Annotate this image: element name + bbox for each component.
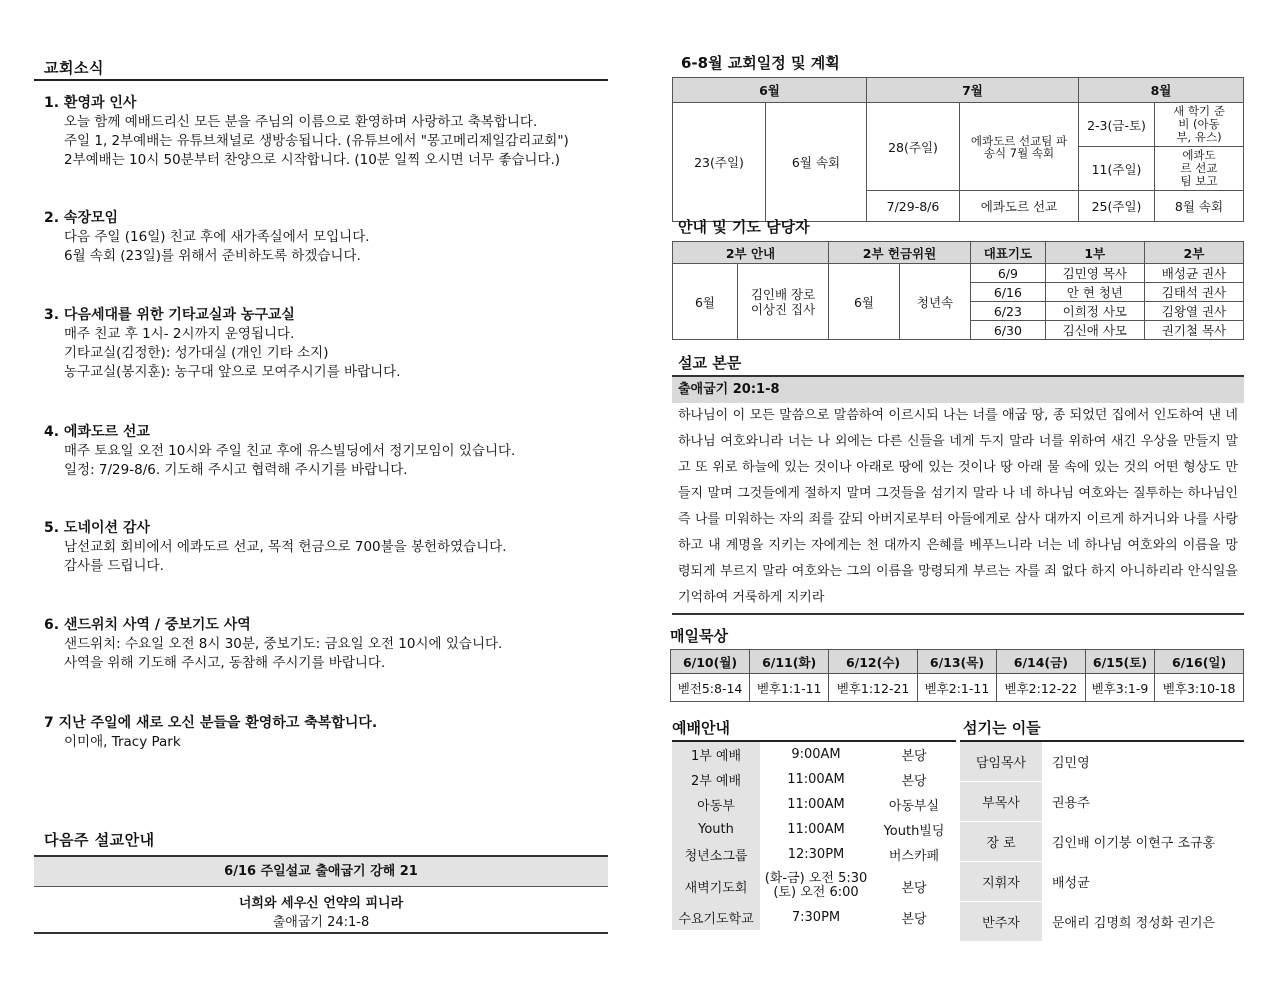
worship-time — [760, 823, 872, 837]
month-july: 7월 — [867, 78, 1079, 103]
duty-header-guide: 2부 안내 — [673, 242, 829, 264]
worship-name: 1부 예배 — [672, 742, 760, 767]
servants-title: 섬기는 이들 — [963, 719, 1041, 737]
news-section-line: 남선교회 회비에서 에콰도르 선교, 목적 헌금으로 700불을 봉헌하였습니다. — [64, 539, 507, 555]
worship-time-line: 9:00AM — [791, 746, 841, 762]
july-date-2: 7/29-8/6 — [867, 191, 960, 222]
servant-role: 지휘자 — [960, 862, 1042, 901]
news-section-title: 6. 샌드위치 사역 / 중보기도 사역 — [44, 617, 251, 633]
daily-date: 6/11(화) — [750, 650, 829, 674]
worship-place: 본당 — [901, 749, 927, 764]
news-section-line: 이미애, Tracy Park — [64, 734, 181, 750]
servant-names: 배성균 — [1052, 876, 1090, 891]
worship-name: 청년소그룹 — [672, 842, 760, 867]
news-section-line: 2부예배는 10시 50분부터 찬양으로 시작합니다. (10분 일찍 오시면 너무 좋습니다.) — [64, 152, 561, 168]
worship-time — [760, 798, 872, 812]
servant-row — [960, 782, 1244, 822]
daily-date: 6/10(월) — [671, 650, 750, 674]
daily-ref: 벧후2:1-11 — [917, 674, 996, 702]
worship-name: 수요기도학교 — [672, 905, 760, 930]
news-section-title: 3. 다음세대를 위한 기타교실과 농구교실 — [44, 307, 295, 323]
daily-title: 매일묵상 — [670, 627, 728, 645]
duty-first: 이희정 사모 — [1045, 302, 1144, 321]
aug-date-1: 2-3(금-토) — [1079, 103, 1155, 147]
worship-row — [672, 867, 956, 905]
aug-event-1: 새 학기 준비 (아동부, 유스) — [1155, 103, 1244, 147]
worship-place: 본당 — [901, 912, 927, 927]
aug-event-3: 8월 속회 — [1155, 191, 1244, 222]
duty-guides: 김인배 장로 이상진 집사 — [738, 264, 829, 340]
worship-time-line: (화-금) 오전 5:30 — [764, 871, 868, 886]
news-section-line: 기타교실(김정한): 성가대실 (개인 기타 소지) — [64, 345, 329, 361]
worship-name: Youth — [672, 817, 760, 842]
duty-date: 6/23 — [971, 302, 1046, 321]
duty-month: 6월 — [673, 264, 738, 340]
june-event: 6월 속회 — [766, 103, 867, 222]
news-section-line: 농구교실(봉지훈): 농구대 앞으로 모여주시기를 바랍니다. — [64, 364, 401, 380]
worship-place: 본당 — [901, 774, 927, 789]
news-section-2 — [44, 207, 370, 266]
servant-role: 장 로 — [960, 822, 1042, 861]
worship-time-line: 11:00AM — [787, 796, 845, 812]
news-section-3 — [44, 304, 400, 382]
duty-header-second: 2부 — [1144, 242, 1243, 264]
news-section-line: 일정: 7/29-8/6. 기도해 주시고 협력해 주시기를 바랍니다. — [64, 462, 408, 478]
worship-row — [672, 905, 956, 930]
servant-row — [960, 822, 1244, 862]
daily-ref: 벧후2:12-22 — [997, 674, 1086, 702]
next-sermon-header: 6/16 주일설교 출애굽기 강해 21 — [34, 857, 608, 887]
servant-names: 권용주 — [1052, 796, 1090, 811]
month-june: 6월 — [673, 78, 867, 103]
sermon-text-title: 설교 본문 — [678, 354, 742, 372]
duty-first: 김민영 목사 — [1045, 264, 1144, 283]
duty-second: 김왕열 권사 — [1144, 302, 1243, 321]
worship-name: 2부 예배 — [672, 767, 760, 792]
worship-row — [672, 817, 956, 842]
daily-date: 6/14(금) — [997, 650, 1086, 674]
duty-date: 6/30 — [971, 321, 1046, 340]
sermon-text-box — [672, 375, 1244, 615]
daily-ref: 벧전5:8-14 — [671, 674, 750, 702]
july-date-1: 28(주일) — [867, 103, 960, 191]
news-section-line: 오늘 함께 예배드리신 모든 분을 주님의 이름으로 환영하며 사랑하고 축복합니다. — [64, 114, 538, 130]
aug-date-3: 25(주일) — [1079, 191, 1155, 222]
worship-place: 버스카페 — [888, 849, 940, 864]
daily-ref: 벧후3:10-18 — [1155, 674, 1244, 702]
worship-time — [760, 748, 872, 762]
servant-names: 문애리 김명희 정성화 권기은 — [1052, 916, 1216, 931]
servants-list — [960, 742, 1244, 942]
news-section-line: 6월 속회 (23일)를 위해서 준비하도록 하겠습니다. — [64, 248, 361, 264]
news-section-line: 매주 친교 후 1시- 2시까지 운영됩니다. — [64, 326, 295, 342]
duty-date: 6/9 — [971, 264, 1046, 283]
july-event-1: 에콰도르 선교팀 파송식 7월 속회 — [960, 103, 1079, 191]
aug-date-2: 11(주일) — [1079, 147, 1155, 191]
worship-place: Youth빌딩 — [883, 824, 945, 839]
servant-row — [960, 902, 1244, 942]
daily-date: 6/16(일) — [1155, 650, 1244, 674]
duty-offering-group: 청년속 — [900, 264, 971, 340]
duty-second: 김태석 권사 — [1144, 283, 1243, 302]
next-sermon-passage: 출애굽기 24:1-8 — [272, 915, 370, 930]
news-section-title: 1. 환영과 인사 — [44, 95, 137, 111]
worship-time — [760, 911, 872, 925]
duty-first: 안 현 청년 — [1045, 283, 1144, 302]
next-sermon-sermon-title: 너희와 세우신 언약의 피니라 — [238, 896, 404, 911]
duty-header-prayer: 대표기도 — [971, 242, 1046, 264]
news-section-7 — [44, 712, 377, 752]
news-section-line: 다음 주일 (16일) 친교 후에 새가족실에서 모입니다. — [64, 229, 370, 245]
aug-event-2: 에콰도르 선교팀 보고 — [1155, 147, 1244, 191]
worship-time-line: 11:00AM — [787, 821, 845, 837]
daily-table — [670, 649, 1244, 702]
worship-name: 새벽기도회 — [672, 867, 760, 905]
daily-date: 6/13(목) — [917, 650, 996, 674]
duty-first: 김신애 사모 — [1045, 321, 1144, 340]
news-section-5 — [44, 517, 507, 576]
news-section-1 — [44, 92, 569, 170]
news-section-title: 5. 도네이션 감사 — [44, 520, 150, 536]
duty-title: 안내 및 기도 담당자 — [678, 218, 810, 236]
duty-header-offering: 2부 헌금위원 — [829, 242, 971, 264]
worship-time — [760, 872, 872, 900]
worship-time-line: 11:00AM — [787, 771, 845, 787]
duty-offering-month: 6월 — [829, 264, 900, 340]
news-section-line: 감사를 드립니다. — [64, 558, 164, 574]
worship-title: 예배안내 — [672, 719, 730, 737]
worship-row — [672, 767, 956, 792]
sermon-body: 하나님이 이 모든 말씀으로 말씀하여 이르시되 나는 너를 애굽 땅, 종 되었던 집에서 인도하여 낸 네 하나님 여호와니라 너는 나 외에는 다른 신들을 네게 두지 말라 너를 위하여 새긴 우상을 만들지 말고 또 위로 하늘에 있는 것이나 아래로 땅에 있는 것이나 땅 아래 물 속에 있는 것의 어떤 형상도 만들지 말며 그것들에게 절하지 말며 그것들을 섬기지 말라 나 네 하나님 여호와는 질투하는 하나님인즉 나를 미워하는 자의 죄를 갚되 아버지로부터 아들에게로 삼사 대까지 이르게 하거니와 나를 사랑하고 내 계명을 지키는 자에게는 천 대까지 은혜를 베푸느니라 너는 네 하나님 여호와의 이름을 망령되게 부르지 말라 여호와는 그의 이름을 망령되게 부르는 자를 죄 없다 하지 아니하리라 안식일을 기억하여 거룩하게 지키라 — [678, 408, 1238, 605]
worship-time-line: 7:30PM — [791, 909, 841, 925]
news-section-line: 샌드위치: 수요일 오전 8시 30분, 중보기도: 금요일 오전 10시에 있습니다. — [64, 636, 503, 652]
servant-role: 부목사 — [960, 782, 1042, 821]
next-sermon-box — [34, 855, 608, 934]
schedule-title: 6-8월 교회일정 및 계획 — [681, 54, 840, 72]
worship-time — [760, 773, 872, 787]
daily-date: 6/12(수) — [829, 650, 918, 674]
duty-table — [672, 241, 1244, 340]
news-section-title: 7 지난 주일에 새로 오신 분들을 환영하고 축복합니다. — [44, 715, 378, 731]
daily-date: 6/15(토) — [1085, 650, 1155, 674]
servant-row — [960, 742, 1244, 782]
worship-row — [672, 792, 956, 817]
next-sermon-title: 다음주 설교안내 — [44, 831, 155, 849]
news-section-line: 매주 토요일 오전 10시와 주일 친교 후에 유스빌딩에서 정기모임이 있습니다. — [64, 443, 516, 459]
daily-ref: 벧후1:1-11 — [750, 674, 829, 702]
servant-role: 담임목사 — [960, 742, 1042, 781]
duty-header-first: 1부 — [1045, 242, 1144, 264]
servant-names: 김인배 이기붕 이현구 조규홍 — [1052, 836, 1216, 851]
worship-time-line: (토) 오전 6:00 — [773, 885, 859, 900]
news-section-title: 4. 에콰도르 선교 — [44, 424, 150, 440]
duty-second: 권기철 목사 — [1144, 321, 1243, 340]
worship-place: 본당 — [901, 880, 927, 896]
news-section-4 — [44, 421, 515, 480]
daily-ref: 벧후3:1-9 — [1085, 674, 1155, 702]
worship-row — [672, 842, 956, 867]
worship-name: 아동부 — [672, 792, 760, 817]
month-august: 8월 — [1079, 78, 1244, 103]
june-date: 23(주일) — [673, 103, 766, 222]
servant-row — [960, 862, 1244, 902]
worship-row — [672, 742, 956, 767]
duty-date: 6/16 — [971, 283, 1046, 302]
schedule-table — [672, 77, 1244, 222]
news-section-title: 2. 속장모임 — [44, 210, 119, 226]
servant-role: 반주자 — [960, 902, 1042, 941]
news-section-line: 사역을 위해 기도해 주시고, 동참해 주시기를 바랍니다. — [64, 655, 386, 671]
worship-time-line: 12:30PM — [787, 846, 845, 862]
duty-second: 배성균 권사 — [1144, 264, 1243, 283]
servant-names: 김민영 — [1052, 756, 1090, 771]
news-title: 교회소식 — [44, 59, 104, 77]
news-section-6 — [44, 614, 502, 673]
worship-time — [760, 848, 872, 862]
news-section-line: 주일 1, 2부예배는 유튜브채널로 생방송됩니다. (유튜브에서 "몽고메리제일감리교회") — [64, 133, 569, 149]
worship-place: 아동부실 — [888, 799, 940, 814]
july-event-2: 에콰도르 선교 — [960, 191, 1079, 222]
daily-ref: 벧후1:12-21 — [829, 674, 918, 702]
news-divider — [34, 79, 608, 81]
sermon-passage: 출애굽기 20:1-8 — [672, 377, 1244, 403]
worship-list — [672, 742, 956, 930]
